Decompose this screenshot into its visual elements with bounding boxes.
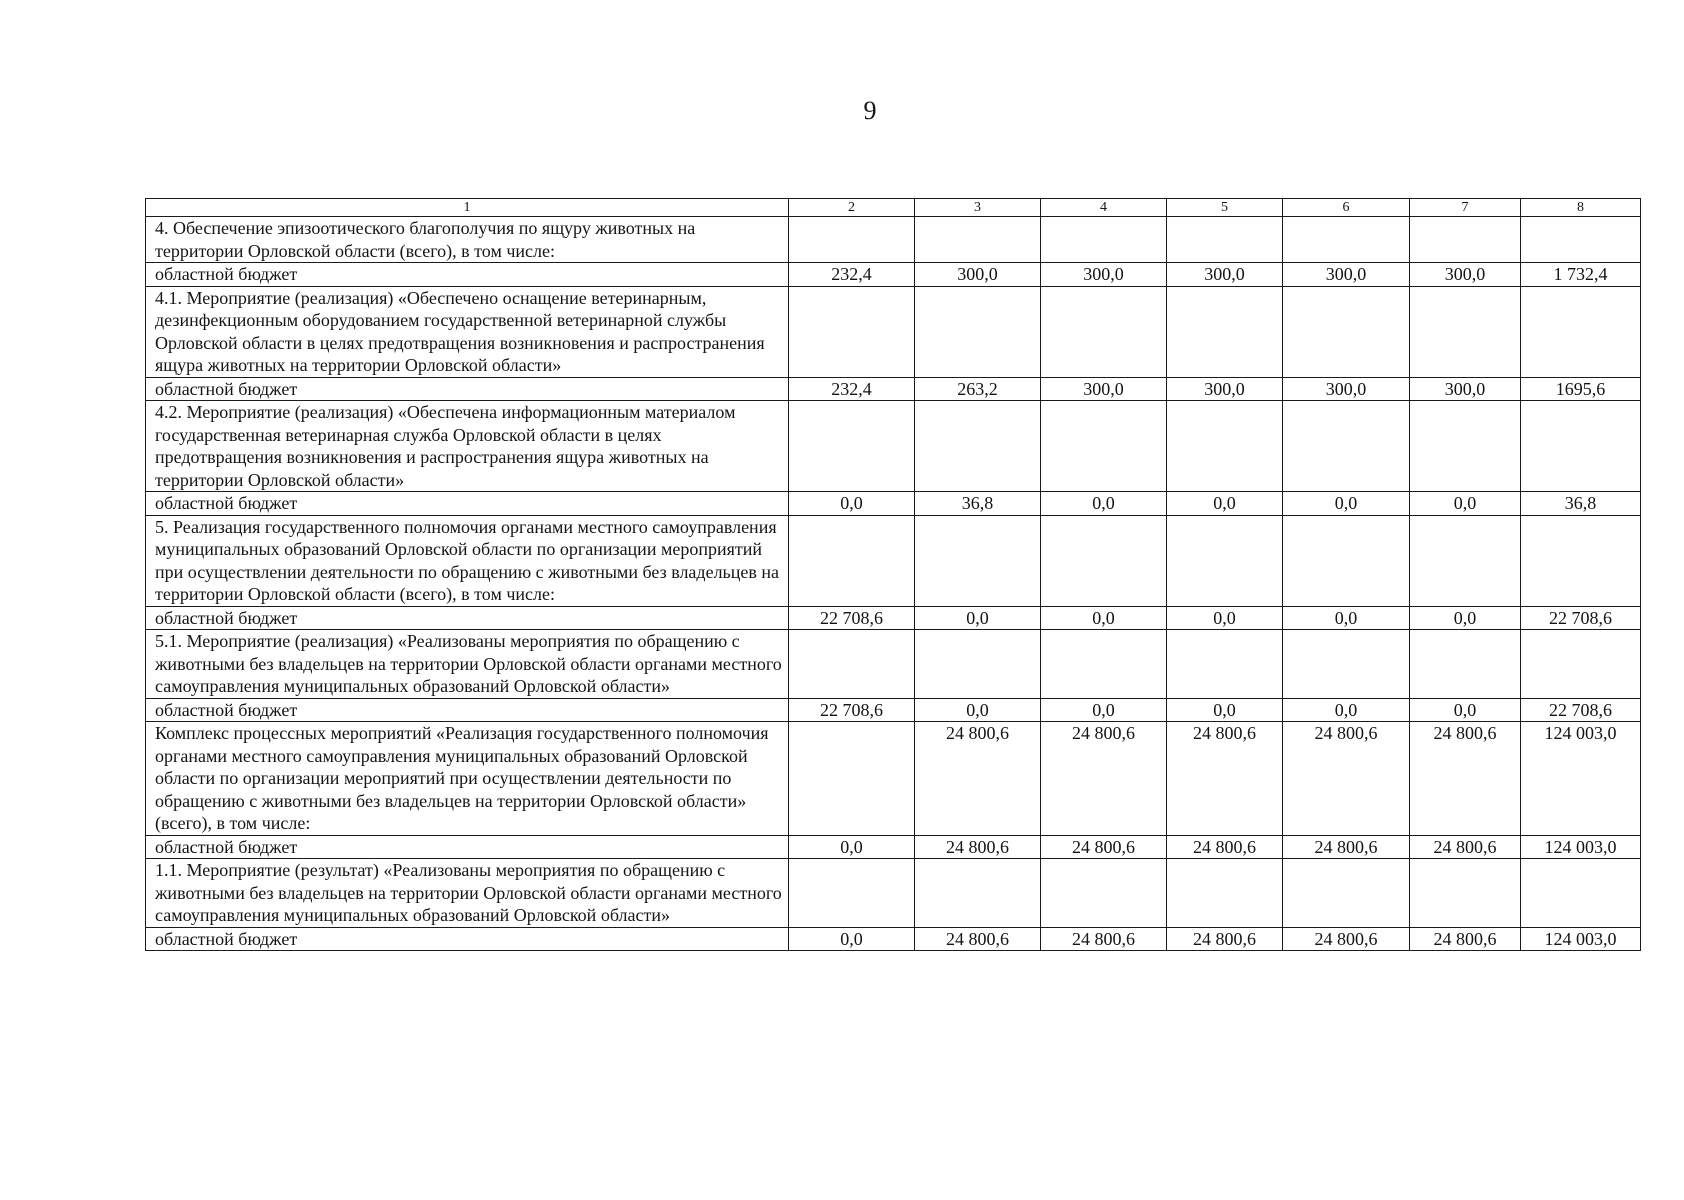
value-cell bbox=[915, 630, 1041, 699]
value-cell: 36,8 bbox=[1521, 492, 1641, 516]
value-cell: 300,0 bbox=[1283, 377, 1410, 401]
measure-description: 5.1. Мероприятие (реализация) «Реализованы мероприятия по обращению с животными без владельцев на территории Орловской области органами местного самоуправления муниципальных образований Орловской области» bbox=[146, 630, 789, 699]
value-cell bbox=[1041, 217, 1167, 263]
value-cell bbox=[1521, 217, 1641, 263]
value-cell: 24 800,6 bbox=[1041, 835, 1167, 859]
measure-description: 4.2. Мероприятие (реализация) «Обеспечена информационным материалом государственная ветеринарная служба Орловской области в целях предотвращения возникновения и распространения ящура животных на территории Орловской области» bbox=[146, 401, 789, 492]
value-cell: 232,4 bbox=[789, 263, 915, 287]
value-cell bbox=[915, 515, 1041, 606]
value-cell bbox=[789, 217, 915, 263]
value-cell: 300,0 bbox=[915, 263, 1041, 287]
value-cell: 24 800,6 bbox=[1410, 835, 1521, 859]
header-row bbox=[146, 199, 1641, 217]
value-cell: 232,4 bbox=[789, 377, 915, 401]
value-cell: 0,0 bbox=[1283, 492, 1410, 516]
value-cell bbox=[1167, 859, 1283, 928]
value-cell bbox=[1410, 859, 1521, 928]
column-header: 4 bbox=[1041, 199, 1167, 217]
value-cell: 0,0 bbox=[789, 927, 915, 951]
column-header: 7 bbox=[1410, 199, 1521, 217]
value-cell: 0,0 bbox=[1167, 492, 1283, 516]
value-cell bbox=[1521, 286, 1641, 377]
value-cell bbox=[1041, 286, 1167, 377]
value-cell bbox=[1041, 630, 1167, 699]
value-cell: 0,0 bbox=[915, 606, 1041, 630]
value-cell: 22 708,6 bbox=[1521, 698, 1641, 722]
value-cell: 22 708,6 bbox=[789, 606, 915, 630]
value-cell: 300,0 bbox=[1167, 263, 1283, 287]
value-cell bbox=[789, 859, 915, 928]
budget-source-label: областной бюджет bbox=[146, 698, 789, 722]
measure-row bbox=[146, 217, 1641, 263]
column-header: 3 bbox=[915, 199, 1041, 217]
value-cell: 0,0 bbox=[789, 492, 915, 516]
value-cell bbox=[1521, 515, 1641, 606]
value-cell: 124 003,0 bbox=[1521, 927, 1641, 951]
budget-row bbox=[146, 835, 1641, 859]
value-cell bbox=[1521, 859, 1641, 928]
budget-source-label: областной бюджет bbox=[146, 492, 789, 516]
value-cell: 0,0 bbox=[1283, 698, 1410, 722]
measure-description: 4.1. Мероприятие (реализация) «Обеспечено оснащение ветеринарным, дезинфекционным оборудованием государственной ветеринарной службы Орловской области в целях предотвращения возникновения и распространения ящура животных на территории Орловской области» bbox=[146, 286, 789, 377]
value-cell bbox=[915, 859, 1041, 928]
value-cell: 1695,6 bbox=[1521, 377, 1641, 401]
value-cell: 24 800,6 bbox=[1410, 927, 1521, 951]
value-cell: 300,0 bbox=[1041, 377, 1167, 401]
measure-description: Комплекс процессных мероприятий «Реализация государственного полномочия органами местного самоуправления муниципальных образований Орловской области по организации мероприятий при осуществлении деятельности по обращению с животными без владельцев на территории Орловской области» (всего), в том числе: bbox=[146, 722, 789, 836]
value-cell bbox=[1283, 630, 1410, 699]
value-cell: 24 800,6 bbox=[1283, 835, 1410, 859]
column-header: 5 bbox=[1167, 199, 1283, 217]
budget-row bbox=[146, 698, 1641, 722]
value-cell bbox=[1521, 401, 1641, 492]
budget-source-label: областной бюджет bbox=[146, 377, 789, 401]
column-header: 1 bbox=[146, 199, 789, 217]
value-cell bbox=[1041, 859, 1167, 928]
value-cell bbox=[1041, 515, 1167, 606]
value-cell: 0,0 bbox=[1410, 606, 1521, 630]
budget-source-label: областной бюджет bbox=[146, 263, 789, 287]
value-cell bbox=[1283, 286, 1410, 377]
value-cell: 0,0 bbox=[1041, 606, 1167, 630]
value-cell: 24 800,6 bbox=[915, 835, 1041, 859]
value-cell bbox=[1283, 401, 1410, 492]
budget-row bbox=[146, 606, 1641, 630]
value-cell bbox=[789, 722, 915, 836]
value-cell: 124 003,0 bbox=[1521, 722, 1641, 836]
budget-row bbox=[146, 263, 1641, 287]
value-cell: 24 800,6 bbox=[1167, 722, 1283, 836]
value-cell: 22 708,6 bbox=[1521, 606, 1641, 630]
measure-row bbox=[146, 859, 1641, 928]
value-cell: 1 732,4 bbox=[1521, 263, 1641, 287]
measure-row bbox=[146, 630, 1641, 699]
budget-source-label: областной бюджет bbox=[146, 927, 789, 951]
value-cell: 24 800,6 bbox=[1283, 927, 1410, 951]
budget-source-label: областной бюджет bbox=[146, 606, 789, 630]
budget-table bbox=[145, 198, 1641, 951]
value-cell: 24 800,6 bbox=[915, 927, 1041, 951]
value-cell: 300,0 bbox=[1410, 377, 1521, 401]
value-cell: 24 800,6 bbox=[1283, 722, 1410, 836]
value-cell: 36,8 bbox=[915, 492, 1041, 516]
measure-row bbox=[146, 286, 1641, 377]
measure-row bbox=[146, 401, 1641, 492]
value-cell bbox=[1521, 630, 1641, 699]
measure-description: 4. Обеспечение эпизоотического благополучия по ящуру животных на территории Орловской области (всего), в том числе: bbox=[146, 217, 789, 263]
value-cell bbox=[915, 286, 1041, 377]
value-cell bbox=[1283, 515, 1410, 606]
value-cell: 24 800,6 bbox=[1167, 927, 1283, 951]
value-cell bbox=[915, 217, 1041, 263]
value-cell: 24 800,6 bbox=[915, 722, 1041, 836]
value-cell: 0,0 bbox=[789, 835, 915, 859]
value-cell: 0,0 bbox=[1167, 698, 1283, 722]
value-cell bbox=[1283, 859, 1410, 928]
table-body bbox=[146, 217, 1641, 951]
value-cell: 124 003,0 bbox=[1521, 835, 1641, 859]
value-cell: 300,0 bbox=[1041, 263, 1167, 287]
value-cell: 24 800,6 bbox=[1041, 927, 1167, 951]
value-cell bbox=[1167, 286, 1283, 377]
budget-row bbox=[146, 927, 1641, 951]
column-header: 6 bbox=[1283, 199, 1410, 217]
value-cell bbox=[789, 401, 915, 492]
value-cell bbox=[1410, 217, 1521, 263]
value-cell bbox=[1410, 401, 1521, 492]
value-cell: 300,0 bbox=[1410, 263, 1521, 287]
value-cell: 24 800,6 bbox=[1167, 835, 1283, 859]
value-cell: 0,0 bbox=[1167, 606, 1283, 630]
value-cell bbox=[1410, 515, 1521, 606]
value-cell: 300,0 bbox=[1167, 377, 1283, 401]
value-cell bbox=[789, 286, 915, 377]
value-cell bbox=[1167, 515, 1283, 606]
value-cell bbox=[1167, 630, 1283, 699]
value-cell bbox=[915, 401, 1041, 492]
value-cell bbox=[1410, 286, 1521, 377]
value-cell: 0,0 bbox=[915, 698, 1041, 722]
value-cell: 24 800,6 bbox=[1410, 722, 1521, 836]
column-header: 8 bbox=[1521, 199, 1641, 217]
budget-row bbox=[146, 492, 1641, 516]
value-cell bbox=[1041, 401, 1167, 492]
budget-row bbox=[146, 377, 1641, 401]
value-cell: 22 708,6 bbox=[789, 698, 915, 722]
value-cell: 300,0 bbox=[1283, 263, 1410, 287]
value-cell: 0,0 bbox=[1283, 606, 1410, 630]
column-header: 2 bbox=[789, 199, 915, 217]
value-cell: 0,0 bbox=[1041, 698, 1167, 722]
measure-row bbox=[146, 515, 1641, 606]
value-cell bbox=[789, 515, 915, 606]
budget-source-label: областной бюджет bbox=[146, 835, 789, 859]
measure-description: 5. Реализация государственного полномочия органами местного самоуправления муниципальных образований Орловской области по организации мероприятий при осуществлении деятельности по обращению с животными без владельцев на территории Орловской области (всего), в том числе: bbox=[146, 515, 789, 606]
value-cell bbox=[1167, 401, 1283, 492]
measure-description: 1.1. Мероприятие (результат) «Реализованы мероприятия по обращению с животными без владельцев на территории Орловской области органами местного самоуправления муниципальных образований Орловской области» bbox=[146, 859, 789, 928]
value-cell: 24 800,6 bbox=[1041, 722, 1167, 836]
value-cell: 0,0 bbox=[1410, 698, 1521, 722]
value-cell bbox=[789, 630, 915, 699]
value-cell: 263,2 bbox=[915, 377, 1041, 401]
value-cell: 0,0 bbox=[1041, 492, 1167, 516]
value-cell: 0,0 bbox=[1410, 492, 1521, 516]
value-cell bbox=[1283, 217, 1410, 263]
value-cell bbox=[1410, 630, 1521, 699]
measure-row bbox=[146, 722, 1641, 836]
page-number: 9 bbox=[863, 96, 877, 125]
value-cell bbox=[1167, 217, 1283, 263]
